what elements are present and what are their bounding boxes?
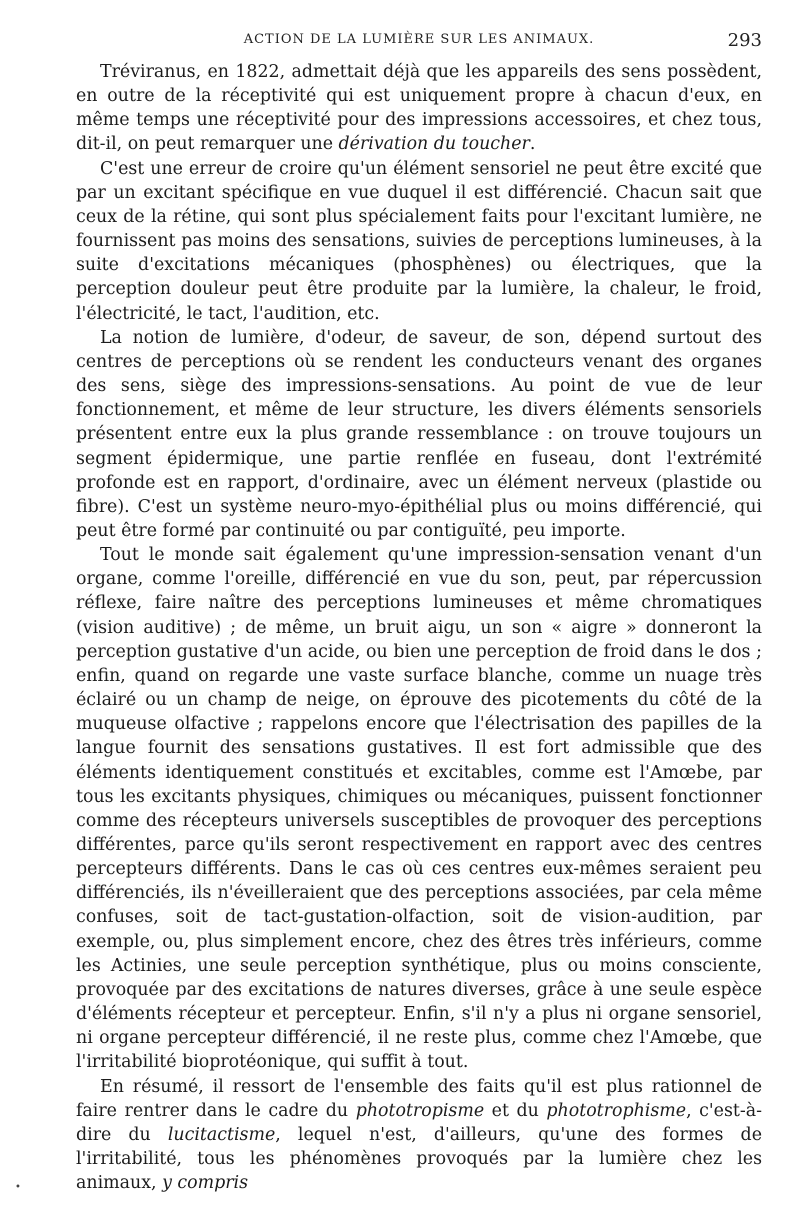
page-number: 293 <box>727 30 762 51</box>
italic-term: lucitactisme <box>167 1124 276 1145</box>
italic-term: phototropisme <box>355 1100 485 1121</box>
margin-dot: • <box>15 1182 21 1193</box>
paragraph-impression-sensation: Tout le monde sait également qu'une impression-sensation venant d'un organe, comme l'oreille, différencié en vue du son, peut, par répercussion réflexe, faire naître des perceptions lumineuses et même chromatiques (vision auditive) ; de même, un bruit aigu, un son « aigre » donneront la perception gustative d'un acide, ou bien une perception de froid dans le dos ; enfin, quand on regarde une vaste surface blanche, comme un nuage très éclairé ou un champ de neige, on éprouve des picotements du côté de la muqueuse olfactive ; rappelons encore que l'électrisation des papilles de la langue fournit des sensations gustatives. Il est fort admissible que des éléments identiquement constitués et excitables, comme est l'Amœbe, par tous les excitants physiques, chimiques ou mécaniques, puissent fonctionner comme des récepteurs universels susceptibles de provoquer des perceptions différentes, parce qu'ils seront respectivement en rapport avec des centres percepteurs différents. Dans le cas où ces centres eux-mêmes seraient peu différenciés, ils n'éveilleraient que des perceptions associées, par cela même confuses, soit de tact-gustation-olfaction, soit de vision-audition, par exemple, ou, plus simplement encore, chez des êtres très inférieurs, comme les Actinies, une seule perception synthétique, plus ou moins consciente, provoquée par des excitations de natures diverses, grâce à une seule espèce d'éléments récepteur et percepteur. Enfin, s'il n'y a plus ni organe sensoriel, ni organe percepteur différencié, il ne reste plus, comme chez l'Amœbe, que l'irritabilité bioprotéonique, qui suffit à tout. <box>76 545 762 1073</box>
paragraph-notion-of-light: La notion de lumière, d'odeur, de saveur, de son, dépend surtout des centres de perceptions où se rendent les conducteurs venant des organes des sens, siège des impressions-sensations. Au point de vue de leur fonctionnement, et même de leur structure, les divers éléments sensoriels présentent entre eux la plus grande ressemblance : on trouve toujours un segment épidermique, une partie renflée en fuseau, dont l'extrémité profonde est en rapport, d'ordinaire, avec un élément nerveux (plastide ou fibre). C'est un système neuro-myo-épithélial plus ou moins différencié, qui peut être formé par continuité ou par contiguïté, peu importe. <box>76 327 762 541</box>
paragraph-text: et du <box>484 1100 547 1121</box>
paragraph-text: . <box>529 134 536 155</box>
running-title: ACTION DE LA LUMIÈRE SUR LES ANIMAUX. <box>243 32 595 47</box>
paragraph-text: Tréviranus, en 1822, admettait déjà que les appareils des sens possèdent, en outre de la réceptivité qui est uniquement propre à chacun d'eux, en même temps une réceptivité pour des impressions accessoires, et chez tous, dit-il, on peut remarquer une <box>76 62 762 155</box>
paragraph-text: , lequel n'est, d'ailleurs, qu'une des formes de l'irritabilité, tous les phénomènes provoqués par la lumière chez les animaux, <box>76 1124 762 1194</box>
italic-phrase: dérivation du toucher <box>338 134 530 155</box>
italic-term: y compris <box>162 1173 249 1194</box>
running-head <box>76 30 762 54</box>
body-text <box>76 60 762 1195</box>
paragraph-sensory-element: C'est une erreur de croire qu'un élément sensoriel ne peut être excité que par un excitant spécifique en vue duquel il est différencié. Chacun sait que ceux de la rétine, qui sont plus spécialement faits pour l'excitant lumière, ne fournissent pas moins des sensations, suivies de perceptions lumineuses, à la suite d'excitations mécaniques (phosphènes) ou électriques, que la perception douleur peut être produite par la lumière, la chaleur, le froid, l'électricité, le tact, l'audition, etc. <box>76 158 762 324</box>
paragraph-text: , c'est-à-dire du <box>76 1100 762 1145</box>
paragraph-summary <box>76 1075 762 1196</box>
italic-term: phototrophisme <box>546 1100 687 1121</box>
paragraph-text: En résumé, il ressort de l'ensemble des faits qu'il est plus rationnel de faire rentrer dans le cadre du <box>76 1076 762 1121</box>
paragraph-treviranus <box>76 60 762 157</box>
